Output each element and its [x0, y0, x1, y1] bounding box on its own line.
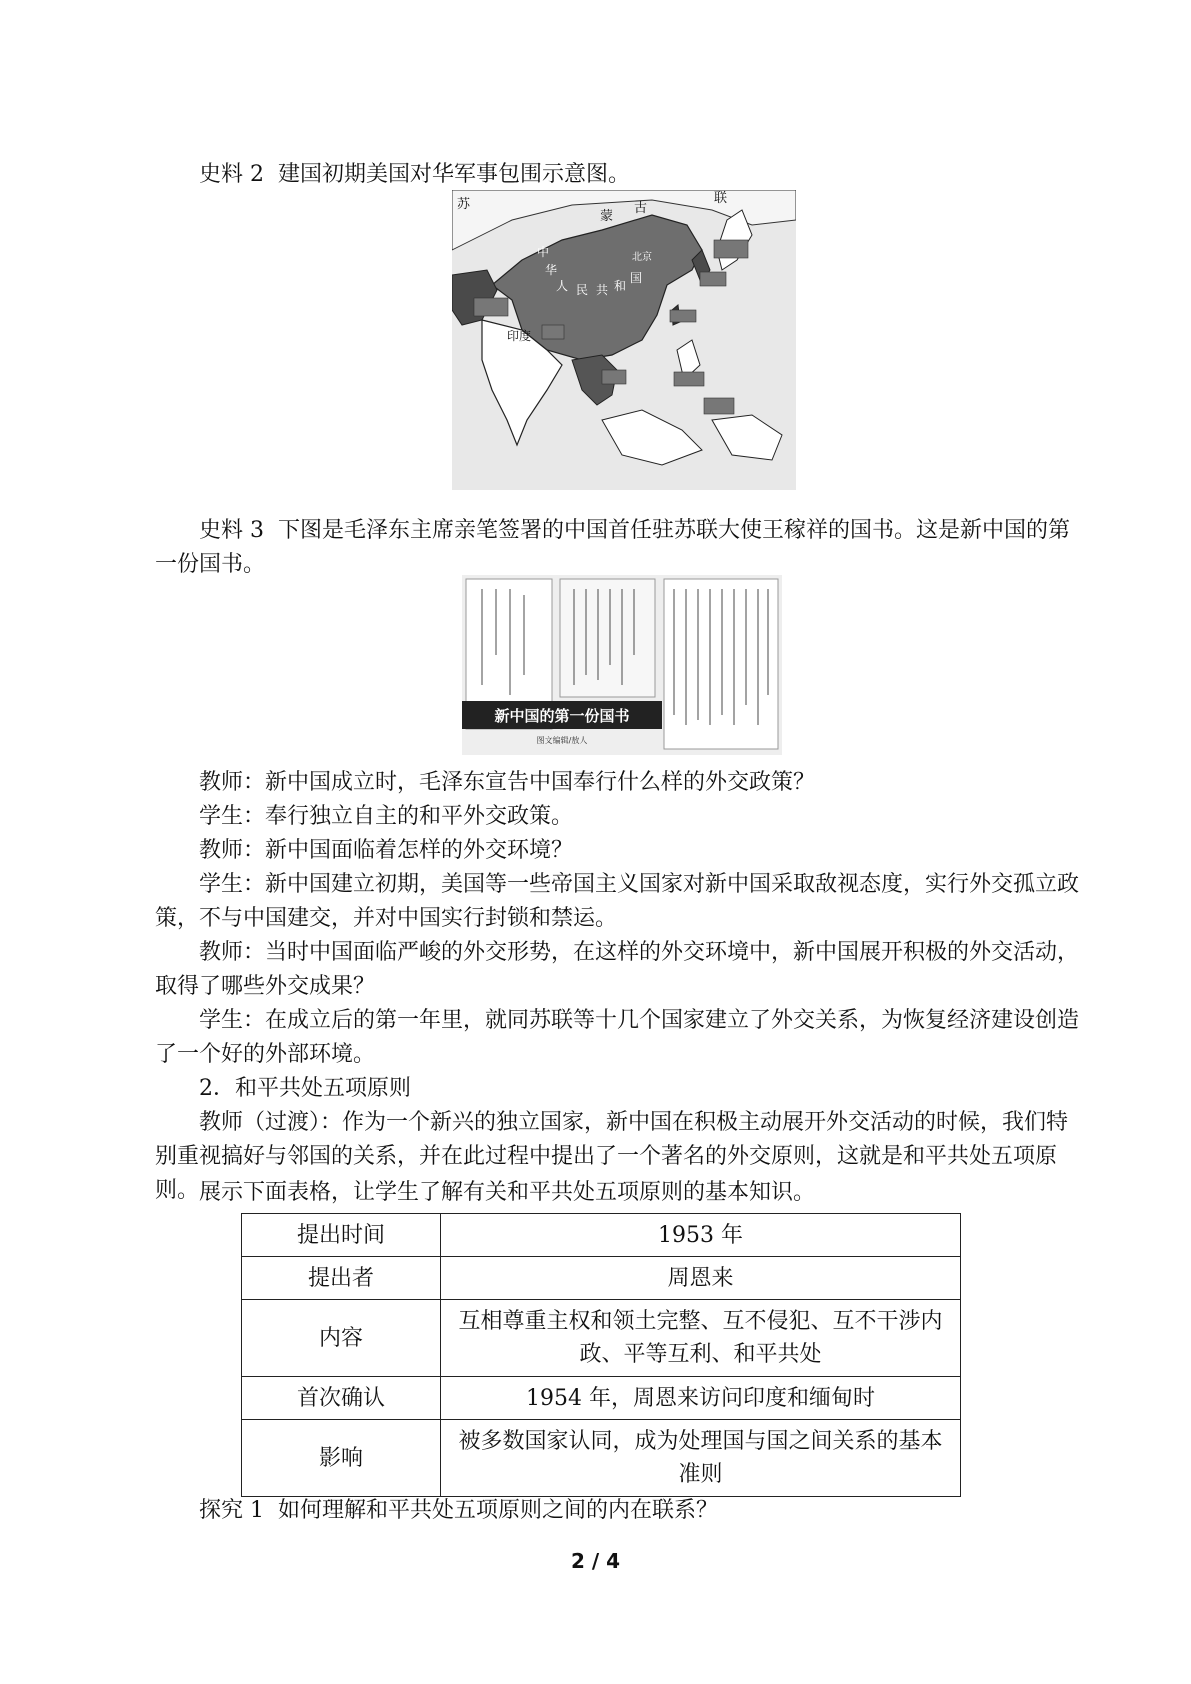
map-label-su: 苏 — [457, 197, 471, 212]
table-row — [242, 1257, 961, 1300]
table-row — [242, 1300, 961, 1377]
inquiry-text: 如何理解和平共处五项原则之间的内在联系？ — [278, 1498, 719, 1523]
source2-caption — [155, 158, 1085, 192]
map-label-gong: 共 — [596, 283, 609, 297]
table-value: 被多数国家认同，成为处理国与国之间关系的基本准则 — [441, 1420, 961, 1497]
source3-text: 下图是毛泽东主席亲笔签署的中国首任驻苏联大使王稼祥的国书。这是新中国的第一份国书。 — [155, 518, 1071, 577]
table-key: 影响 — [242, 1420, 441, 1497]
map-label-min: 民 — [576, 283, 589, 297]
table-row — [242, 1420, 961, 1497]
table-key: 内容 — [242, 1300, 441, 1377]
map-label-ren: 人 — [556, 279, 569, 293]
map-svg — [452, 190, 796, 490]
five-principles-table — [241, 1213, 961, 1497]
credential-letter-photo — [462, 575, 782, 755]
table-intro: 展示下面表格，让学生了解有关和平共处五项原则的基本知识。 — [199, 1180, 816, 1205]
map-label-zhong: 中 — [537, 245, 550, 259]
map-label-meng: 蒙 — [600, 209, 614, 224]
source2-text: 建国初期美国对华军事包围示意图。 — [278, 162, 631, 187]
transition-paragraph: 教师（过渡）：作为一个新兴的独立国家，新中国在积极主动展开外交活动的时候，我们特别重视搞好与邻国的关系，并在此过程中提出了一个著名的外交原则，这就是和平共处五项原则。 — [155, 1110, 1069, 1203]
source3-caption — [155, 514, 1085, 582]
table-key: 提出者 — [242, 1257, 441, 1300]
map-label-beijing: 北京 — [632, 252, 652, 263]
dialogue-line-4: 学生：新中国建立初期，美国等一些帝国主义国家对新中国采取敌视态度，实行外交孤立政策，不与中国建交，并对中国实行封锁和禁运。 — [155, 872, 1080, 931]
map-label-guo: 国 — [630, 271, 643, 285]
table-key: 首次确认 — [242, 1377, 441, 1420]
credential-svg — [462, 575, 782, 755]
dialogue-line-6: 学生：在成立后的第一年里，就同苏联等十几个国家建立了外交关系，为恢复经济建设创造了一个好的外部环境。 — [155, 1008, 1080, 1067]
map-label-he: 和 — [614, 279, 627, 293]
table-key: 提出时间 — [242, 1214, 441, 1257]
table-value: 周恩来 — [441, 1257, 961, 1300]
table-row — [242, 1377, 961, 1420]
table-value: 1954 年，周恩来访问印度和缅甸时 — [441, 1377, 961, 1420]
table-value: 1953 年 — [441, 1214, 961, 1257]
inquiry-question — [155, 1494, 1085, 1528]
table-value: 互相尊重主权和领土完整、互不侵犯、互不干涉内政、平等互利、和平共处 — [441, 1300, 961, 1377]
map-label-india: 印度 — [507, 329, 532, 343]
credential-banner: 新中国的第一份国书 — [494, 707, 630, 725]
section-heading: 2．和平共处五项原则 — [199, 1076, 411, 1101]
us-military-encirclement-map — [452, 190, 796, 490]
map-label-gu: 古 — [634, 201, 648, 216]
dialogue-line-2: 学生：奉行独立自主的和平外交政策。 — [199, 804, 574, 829]
source3-label: 史料 3 — [199, 518, 264, 543]
dialogue-line-1: 教师：新中国成立时，毛泽东宣告中国奉行什么样的外交政策？ — [199, 770, 816, 795]
credential-credit: 图文编辑/敖人 — [536, 736, 588, 745]
table-row — [242, 1214, 961, 1257]
map-label-lian: 联 — [714, 191, 728, 206]
source2-label: 史料 2 — [199, 162, 264, 187]
dialogue-line-5: 教师：当时中国面临严峻的外交形势，在这样的外交环境中，新中国展开积极的外交活动，取得了哪些外交成果？ — [155, 940, 1080, 999]
dialogue-line-3: 教师：新中国面临着怎样的外交环境？ — [199, 838, 574, 863]
inquiry-label: 探究 1 — [199, 1498, 264, 1523]
page-number: 2 / 4 — [570, 1549, 621, 1573]
map-label-hua: 华 — [545, 263, 558, 277]
